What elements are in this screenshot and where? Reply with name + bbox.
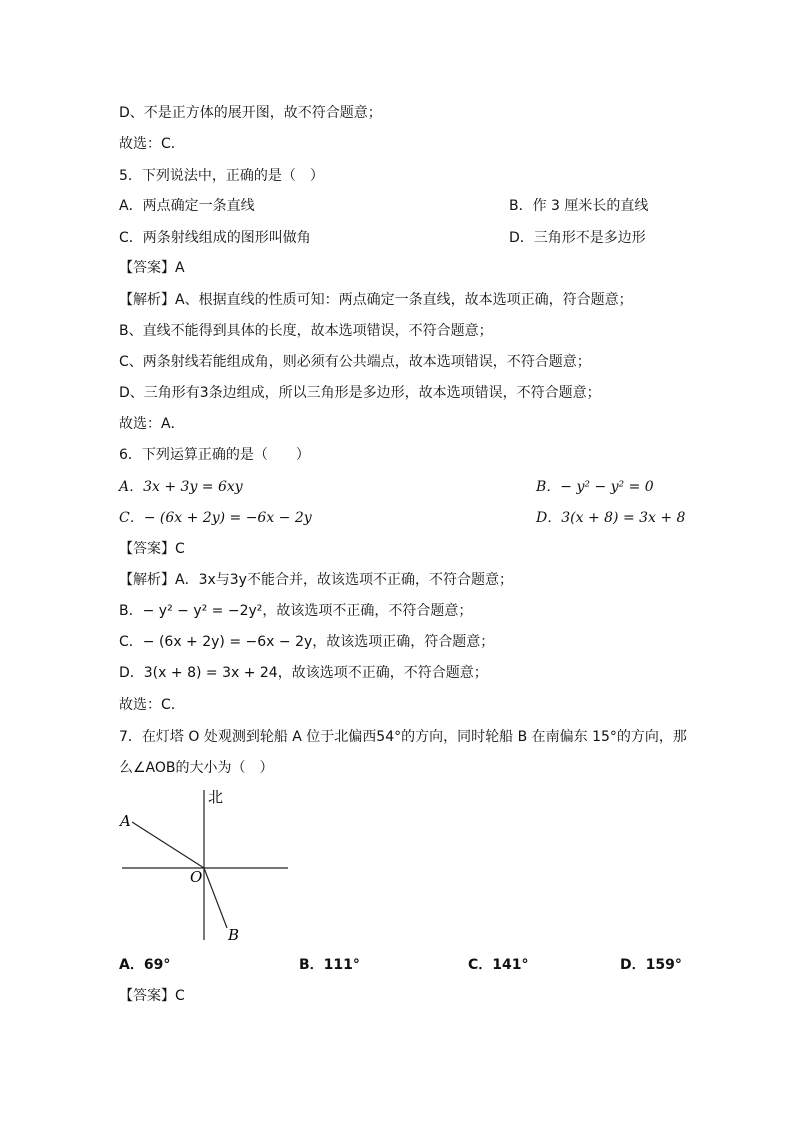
point-o-label: O [190, 868, 203, 886]
q6-analysis-line-3: C．− (6x + 2y) = −6x − 2y，故该选项正确，符合题意； [119, 634, 495, 650]
q5-analysis-line-4: D、三角形有3条边组成，所以三角形是多边形，故本选项错误，不符合题意； [119, 385, 601, 401]
q6-conclusion: 故选：C． [119, 697, 185, 713]
point-b-label: B [228, 926, 240, 944]
q6-analysis-line-4: D．3(x + 8) = 3x + 24，故该选项不正确，不符合题意； [119, 665, 488, 681]
north-label: 北 [208, 788, 224, 806]
ray-ob [204, 868, 227, 928]
q7-answer: 【答案】C [119, 988, 185, 1004]
q5-option-c: C．两条射线组成的图形叫做角 [119, 230, 311, 246]
q6-answer: 【答案】C [119, 541, 185, 557]
q6-analysis-line-2: B．− y² − y² = −2y²，故该选项不正确，不符合题意； [119, 603, 473, 619]
q6-option-a: A．3x + 3y = 6xy [119, 479, 243, 495]
q6-option-d: D．3(x + 8) = 3x + 8 [536, 510, 686, 526]
q5-analysis-line-3: C、两条射线若能组成角，则必须有公共端点，故本选项错误，不符合题意； [119, 354, 591, 370]
q7-option-b: B．111° [299, 957, 360, 973]
q7-direction-figure [110, 782, 300, 947]
q7-question-line-2: 么∠AOB的大小为（ ） [119, 760, 274, 776]
q5-option-b: B．作 3 厘米长的直线 [509, 198, 649, 214]
q5-option-a: A．两点确定一条直线 [119, 198, 255, 214]
prev-conclusion: 故选：C． [119, 136, 185, 152]
q5-analysis-line-1: 【解析】A、根据直线的性质可知：两点确定一条直线，故本选项正确，符合题意； [119, 292, 633, 308]
q6-option-b: B．− y² − y² = 0 [536, 479, 654, 495]
q6-option-c: C．− (6x + 2y) = −6x − 2y [119, 510, 312, 526]
q6-question: 6．下列运算正确的是（ ） [119, 447, 310, 463]
q7-option-c: C．141° [468, 957, 529, 973]
q5-conclusion: 故选：A． [119, 416, 185, 432]
ray-oa [132, 822, 204, 868]
point-a-label: A [120, 812, 131, 830]
q6-analysis-line-1: 【解析】A．3x与3y不能合并，故该选项不正确，不符合题意； [119, 572, 513, 588]
q7-question-line-1: 7．在灯塔 O 处观测到轮船 A 位于北偏西54°的方向，同时轮船 B 在南偏东 15°的方向，那 [119, 729, 687, 745]
q5-option-d: D．三角形不是多边形 [509, 230, 646, 246]
q7-option-d: D．159° [620, 957, 682, 973]
prev-option-d-explanation: D、不是正方体的展开图，故不符合题意； [119, 105, 382, 121]
q5-analysis-line-2: B、直线不能得到具体的长度，故本选项错误，不符合题意； [119, 323, 493, 339]
q7-option-a: A．69° [119, 957, 171, 973]
q5-question: 5．下列说法中，正确的是（ ） [119, 168, 324, 184]
q5-answer: 【答案】A [119, 260, 185, 276]
